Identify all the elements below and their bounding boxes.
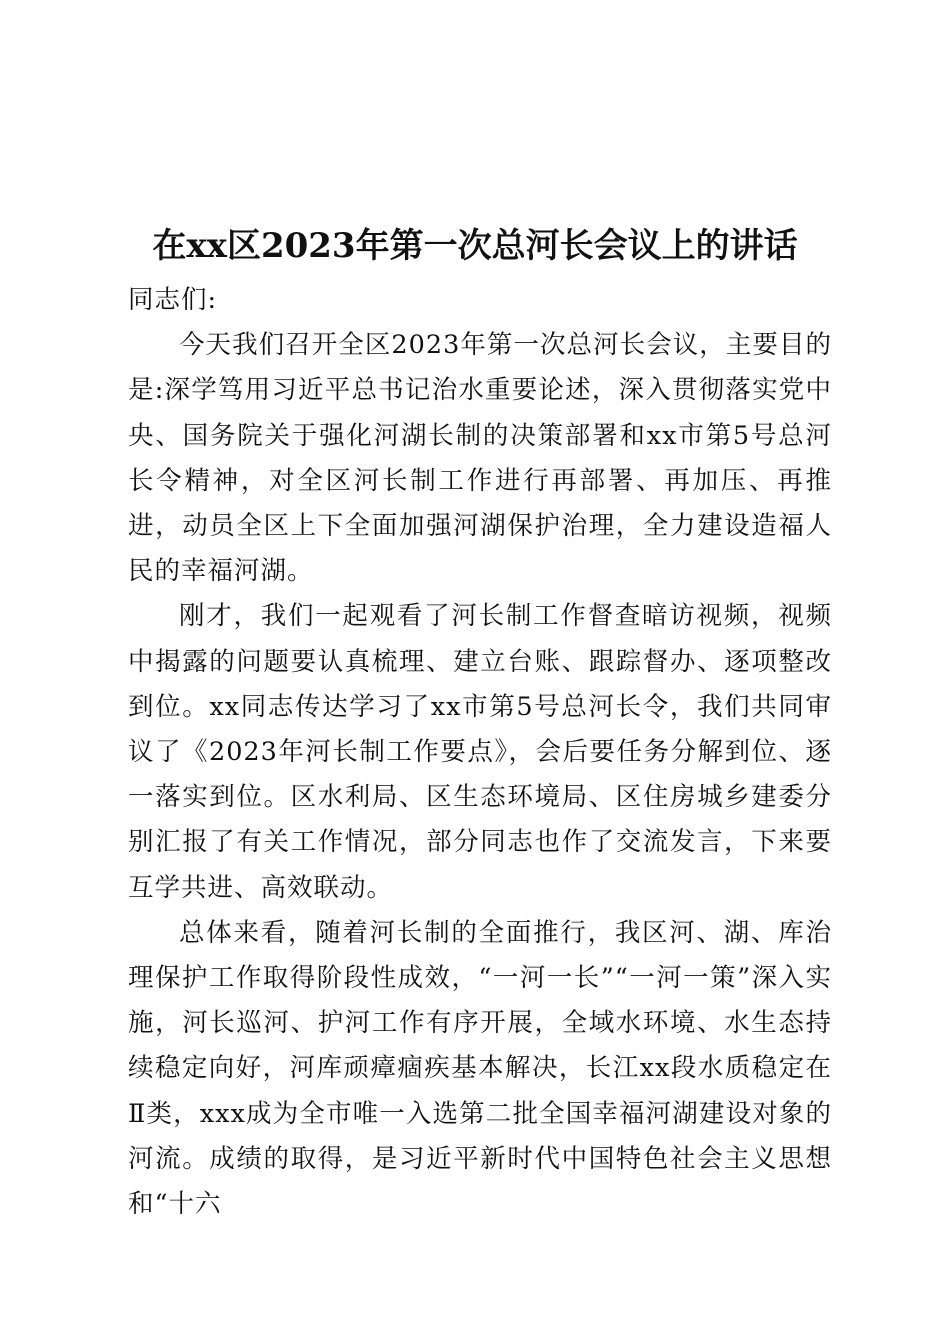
paragraph-review: 刚才，我们一起观看了河长制工作督查暗访视频，视频中揭露的问题要认真梳理、建立台账、跟踪督办、逐项整改到位。xx同志传达学习了xx市第5号总河长令，我们共同审议了《2023年河长制工作要点》，会后要任务分解到位、逐一落实到位。区水利局、区生态环境局、区住房城乡建委分别汇报了有关工作情况，部分同志也作了交流发言，下来要互学共进、高效联动。 xyxy=(128,601,832,903)
document-body xyxy=(128,278,832,1227)
paragraph-summary: 总体来看，随着河长制的全面推行，我区河、湖、库治理保护工作取得阶段性成效，“一河一长”“一河一策”深入实施，河长巡河、护河工作有序开展，全域水环境、水生态持续稳定向好，河库顽瘴痼疾基本解决，长江xx段水质稳定在Ⅱ类，xxx成为全市唯一入选第二批全国幸福河湖建设对象的河流。成绩的取得，是习近平新时代中国特色社会主义思想和“十六 xyxy=(128,917,832,1220)
salutation: 同志们: xyxy=(128,285,218,315)
document-title: 在xx区2023年第一次总河长会议上的讲话 xyxy=(152,225,798,266)
paragraph-opening: 今天我们召开全区2023年第一次总河长会议，主要目的是:深学笃用习近平总书记治水重要论述，深入贯彻落实党中央、国务院关于强化河湖长制的决策部署和xx市第5号总河长令精神，对全区河长制工作进行再部署、再加压、再推进，动员全区上下全面加强河湖保护治理，全力建设造福人民的幸福河湖。 xyxy=(128,330,832,587)
